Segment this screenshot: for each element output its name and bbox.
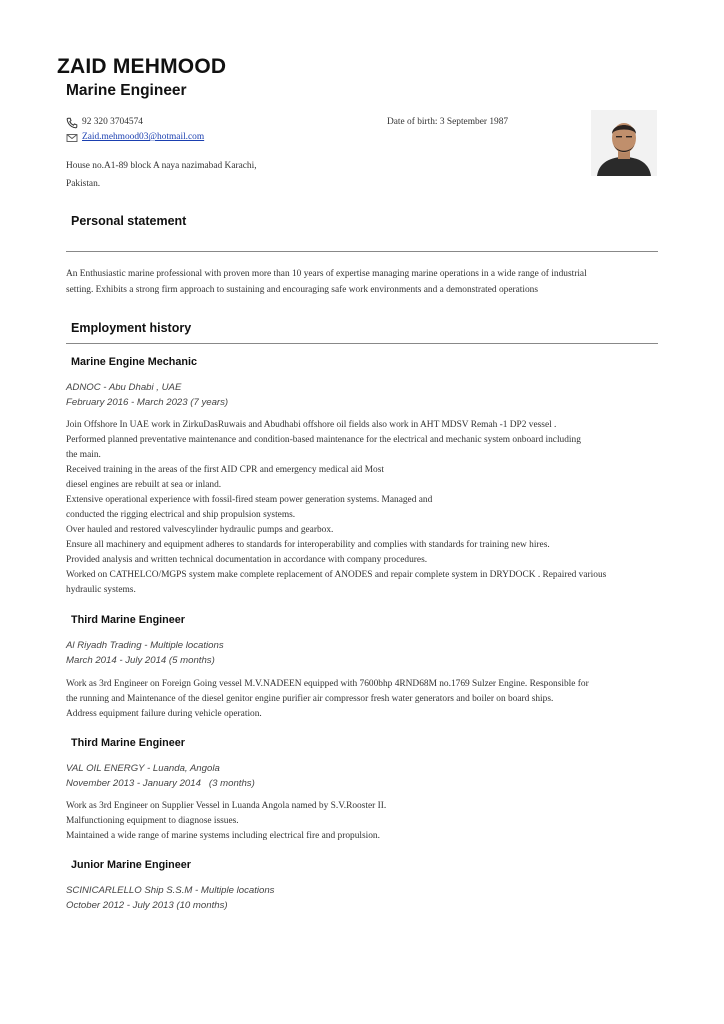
date-of-birth: Date of birth: 3 September 1987 [387,117,509,127]
job-title: Third Marine Engineer [71,614,185,626]
job-dates: November 2013 - January 2014 (3 months) [66,778,255,789]
profile-photo [591,110,657,176]
duty-line: Maintained a wide range of marine systems including electrical fire and propulsion. [66,831,380,841]
section-title-employment-history: Employment history [71,321,192,335]
job-company: VAL OIL ENERGY - Luanda, Angola [66,763,220,774]
job-company: SCINICARLELLO Ship S.S.M - Multiple locations [66,885,275,896]
section-title-personal-statement: Personal statement [71,214,187,228]
job-company: Al Riyadh Trading - Multiple locations [66,640,224,651]
statement-line: An Enthusiastic marine professional with proven more than 10 years of expertise managing marine operations in a wide range of industrial [66,269,587,279]
job-description [66,677,666,722]
job-description [66,799,666,844]
personal-statement-text [66,266,656,298]
duty-line: the running and Maintenance of the diesel genitor engine purifier air compressor fresh water generators and boiler on board ships. [66,694,554,704]
job-title: Junior Marine Engineer [71,859,191,871]
mail-icon [66,132,78,144]
statement-line: setting. Exhibits a strong firm approach to sustaining and encouraging safe work environments and a demonstrated operations [66,285,539,295]
duty-line: the main. [66,450,101,460]
duty-line: Provided analysis and written technical documentation in accordance with company procedures. [66,555,428,565]
duty-line: Join Offshore In UAE work in ZirkuDasRuwais and Abudhabi offshore oil fields also work in AHT MDSV Remah -1 DP2 vessel . [66,420,557,430]
duty-line: Received training in the areas of the first AID CPR and emergency medical aid Most [66,465,384,475]
job-meta [66,883,274,913]
duty-line: conducted the rigging electrical and ship propulsion systems. [66,510,296,520]
section-divider [66,343,658,344]
duty-line: Work as 3rd Engineer on Supplier Vessel in Luanda Angola named by S.V.Rooster II. [66,801,387,811]
duty-line: Performed planned preventative maintenance and condition-based maintenance for the electrical and mechanic system onboard including [66,435,581,445]
job-description [66,418,666,598]
job-dates: February 2016 - March 2023 (7 years) [66,397,229,408]
job-meta [66,380,228,410]
job-meta [66,638,224,668]
duty-line: diesel engines are rebuilt at sea or inland. [66,480,222,490]
address [66,157,306,193]
duty-line: Address equipment failure during vehicle operation. [66,709,262,719]
duty-line: Malfunctioning equipment to diagnose issues. [66,816,239,826]
address-line-1: House no.A1-89 block A naya nazimabad Karachi, [66,161,257,171]
job-title: Marine Engine Mechanic [71,356,197,368]
phone-number: 92 320 3704574 [82,117,143,127]
job-meta [66,761,255,791]
address-line-2: Pakistan. [66,179,101,189]
phone-row [66,115,143,130]
job-title: Third Marine Engineer [71,737,185,749]
job-company: ADNOC - Abu Dhabi , UAE [66,382,182,393]
duty-line: Work as 3rd Engineer on Foreign Going vessel M.V.NADEEN equipped with 7600bhp 4RND68M no.1769 Sulzer Engine. Responsible for [66,679,589,689]
duty-line: Ensure all machinery and equipment adheres to standards for interoperability and complies with standards for training new hires. [66,540,550,550]
duty-line: Over hauled and restored valvescylinder hydraulic pumps and gearbox. [66,525,334,535]
job-dates: October 2012 - July 2013 (10 months) [66,900,228,911]
section-divider [66,251,658,252]
duty-line: hydraulic systems. [66,585,136,595]
candidate-role: Marine Engineer [66,82,187,99]
phone-icon [66,117,78,129]
candidate-name: ZAID MEHMOOD [57,55,227,78]
email-row [66,130,204,145]
email-link[interactable]: Zaid.mehmood03@hotmail.com [82,132,205,142]
duty-line: Extensive operational experience with fossil-fired steam power generation systems. Managed and [66,495,433,505]
duty-line: Worked on CATHELCO/MGPS system make complete replacement of ANODES and repair complete system in DRYDOCK . Repaired various [66,570,607,580]
job-dates: March 2014 - July 2014 (5 months) [66,655,215,666]
